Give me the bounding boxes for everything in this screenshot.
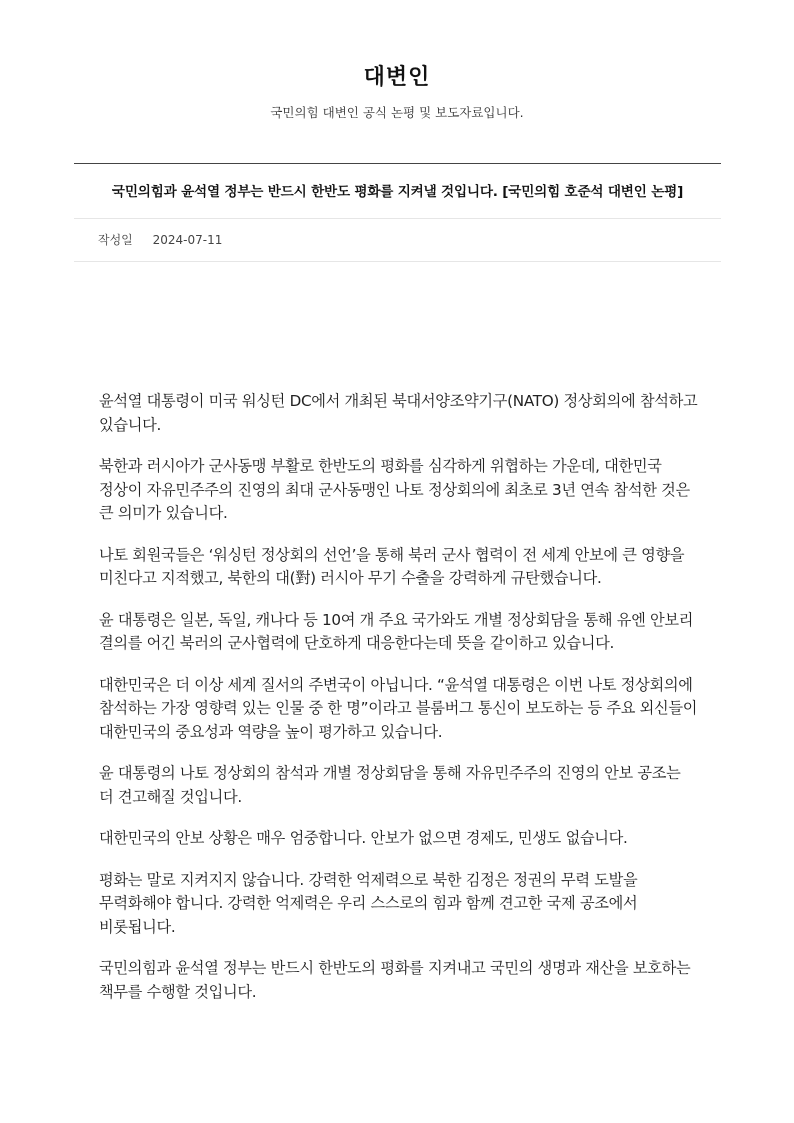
paragraph: 대한민국은 더 이상 세계 질서의 주변국이 아닙니다. “윤석열 대통령은 이번 나토 정상회의에 참석하는 가장 영향력 있는 인물 중 한 명”이라고 블룸버그 통신이 보도하는 등 주요 외신들이 대한민국의 중요성과 역량을 높이 평가하고 있습니다. <box>99 675 698 741</box>
paragraph: 북한과 러시아가 군사동맹 부활로 한반도의 평화를 심각하게 위협하는 가운데, 대한민국 정상이 자유민주주의 진영의 최대 군사동맹인 나토 정상회의에 최초로 3년 연속 참석한 것은 큰 의미가 있습니다. <box>99 457 690 522</box>
paragraph: 나토 회원국들은 ‘워싱턴 정상회의 선언’을 통해 북러 군사 협력이 전 세계 안보에 큰 영향을 미친다고 지적했고, 북한의 대(對) 러시아 무기 수출을 강력하게 규탄했습니다. <box>99 545 685 587</box>
paragraph: 국민의힘과 윤석열 정부는 반드시 한반도의 평화를 지켜내고 국민의 생명과 재산을 보호하는 책무를 수행할 것입니다. <box>99 959 691 1001</box>
divider-top <box>74 163 721 164</box>
paragraph: 평화는 말로 지켜지지 않습니다. 강력한 억제력으로 북한 김정은 정권의 무력 도발을 무력화해야 합니다. 강력한 억제력은 우리 스스로의 힘과 함께 견고한 국제 공조에서 비롯됩니다. <box>99 870 638 936</box>
date-label: 작성일 <box>98 233 133 247</box>
divider-mid <box>74 218 721 219</box>
article-meta <box>98 231 222 248</box>
article-body <box>99 390 699 1022</box>
date-value: 2024-07-11 <box>152 233 223 247</box>
paragraph: 윤 대통령의 나토 정상회의 참석과 개별 정상회담을 통해 자유민주주의 진영의 안보 공조는 더 견고해질 것입니다. <box>99 764 681 806</box>
paragraph: 윤 대통령은 일본, 독일, 캐나다 등 10여 개 주요 국가와도 개별 정상회담을 통해 유엔 안보리 결의를 어긴 북러의 군사협력에 단호하게 대응한다는데 뜻을 같이하고 있습니다. <box>99 610 694 652</box>
site-title: 대변인 <box>363 65 431 90</box>
site-subtitle: 국민의힘 대변인 공식 논평 및 보도자료입니다. <box>270 105 524 120</box>
paragraph: 대한민국의 안보 상황은 매우 엄중합니다. 안보가 없으면 경제도, 민생도 없습니다. <box>99 829 628 847</box>
divider-bottom <box>74 261 721 262</box>
article-title: 국민의힘과 윤석열 정부는 반드시 한반도 평화를 지켜낼 것입니다. [국민의힘 호준석 대변인 논평] <box>111 184 684 200</box>
paragraph: 윤석열 대통령이 미국 워싱턴 DC에서 개최된 북대서양조약기구(NATO) 정상회의에 참석하고 있습니다. <box>99 392 698 434</box>
